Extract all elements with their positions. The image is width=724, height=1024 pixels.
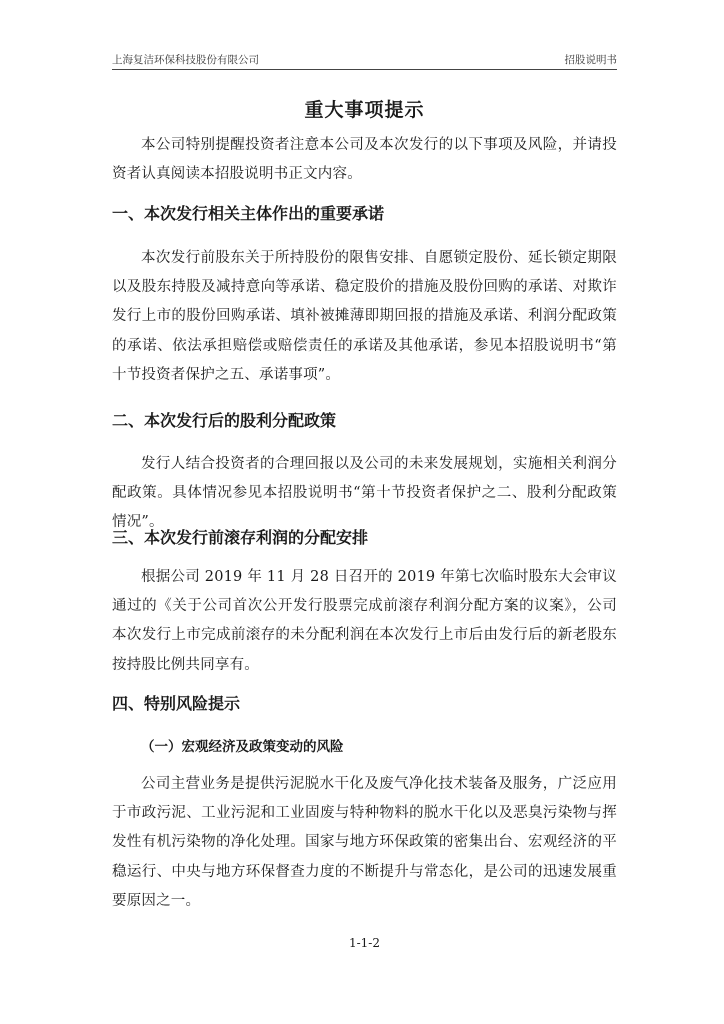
subsection-heading-macro-risk: （一）宏观经济及政策变动的风险 bbox=[141, 739, 344, 755]
page-header bbox=[112, 53, 617, 67]
section-heading-commitments: 一、本次发行相关主体作出的重要承诺 bbox=[112, 204, 385, 223]
page-title: 重大事项提示 bbox=[304, 99, 425, 121]
section-heading-retained-profit: 三、本次发行前滚存利润的分配安排 bbox=[112, 528, 369, 547]
section-heading-risk-warning: 四、特别风险提示 bbox=[112, 694, 241, 713]
section-body-macro-risk: 公司主营业务是提供污泥脱水干化及废气净化技术装备及服务，广泛应用于市政污泥、工业污泥和工业固废与特种物料的脱水干化以及恶臭污染物与挥发性有机污染物的净化处理。国家与地方环保政策的密集出台、宏观经济的平稳运行、中央与地方环保督查力度的不断提升与常态化，是公司的迅速发展重要原因之一。 bbox=[112, 776, 617, 909]
page-number: 1-1-2 bbox=[348, 936, 380, 950]
section-heading-dividend-policy: 二、本次发行后的股利分配政策 bbox=[112, 411, 337, 430]
section-body-retained-profit: 根据公司 2019 年 11 月 28 日召开的 2019 年第七次临时股东大会审议通过的《关于公司首次公开发行股票完成前滚存利润分配方案的议案》，公司本次发行上市完成前滚存的未分配利润在本次发行上市后由发行后的新老股东按持股比例共同享有。 bbox=[112, 569, 617, 673]
header-company-name: 上海复洁环保科技股份有限公司 bbox=[112, 54, 259, 66]
header-document-type: 招股说明书 bbox=[564, 54, 617, 66]
section-body-commitments: 本次发行前股东关于所持股份的限售安排、自愿锁定股份、延长锁定期限以及股东持股及减持意向等承诺、稳定股价的措施及股份回购的承诺、对欺诈发行上市的股份回购承诺、填补被摊薄即期回报的措施及承诺、利润分配政策的承诺、依法承担赔偿或赔偿责任的承诺及其他承诺，参见本招股说明书“第十节投资者保护之五、承诺事项”。 bbox=[112, 250, 617, 383]
header-divider bbox=[112, 69, 617, 70]
intro-paragraph: 本公司特别提醒投资者注意本公司及本次发行的以下事项及风险，并请投资者认真阅读本招股说明书正文内容。 bbox=[112, 137, 617, 183]
section-body-dividend-policy: 发行人结合投资者的合理回报以及公司的未来发展规划，实施相关利润分配政策。具体情况参见本招股说明书“第十节投资者保护之二、股利分配政策情况”。 bbox=[112, 456, 617, 531]
